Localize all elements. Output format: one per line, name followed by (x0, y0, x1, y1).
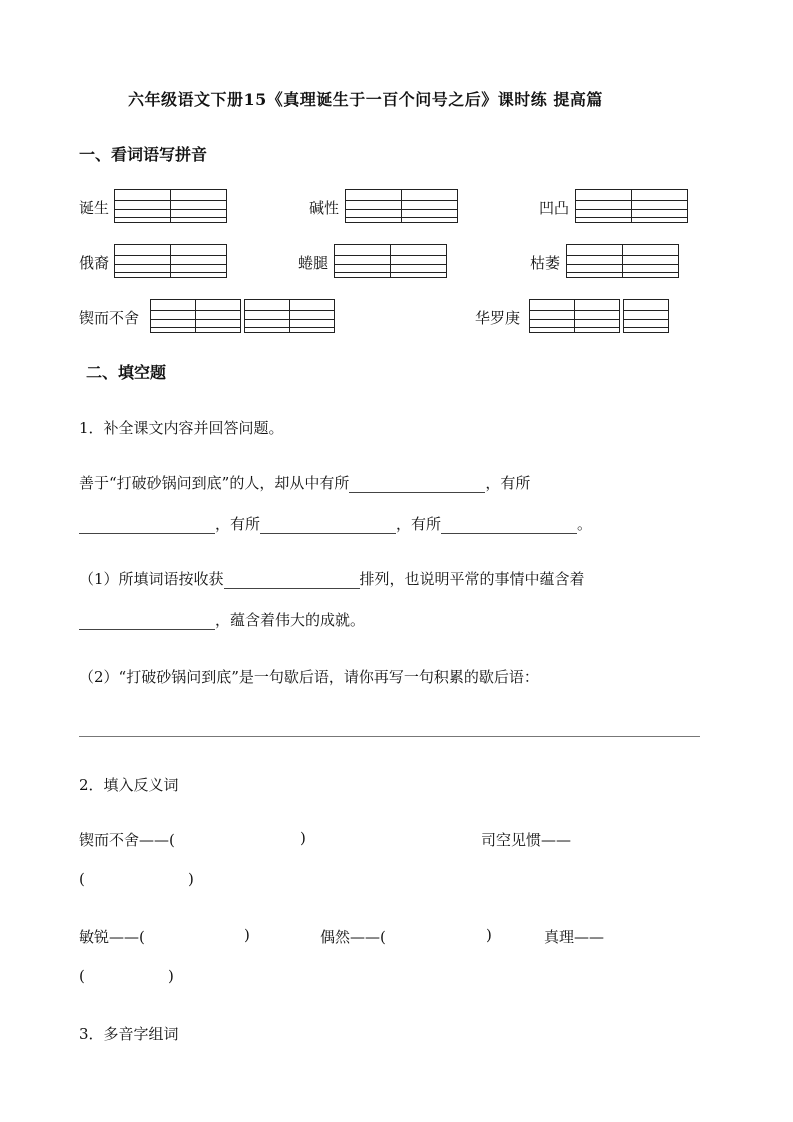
pinyin-cell[interactable] (622, 244, 679, 278)
pinyin-cell[interactable] (390, 244, 447, 278)
answer-blank[interactable] (349, 477, 485, 493)
antonym-item: 真理—— (544, 928, 605, 946)
pinyin-cell[interactable] (623, 299, 669, 333)
answer-blank[interactable] (79, 518, 215, 534)
pinyin-cell[interactable] (575, 189, 632, 223)
word-label: 锲而不舍 (79, 309, 140, 327)
section-1-heading: 一、看词语写拼音 (79, 145, 208, 164)
text: ，有所 (215, 515, 261, 533)
answer-line[interactable] (79, 736, 700, 737)
text: （1）所填词语按收获 (79, 570, 224, 588)
word-label: 蜷腿 (298, 254, 329, 272)
question-2-label: 2．填入反义词 (79, 776, 179, 794)
pinyin-cell[interactable] (195, 299, 241, 333)
word-label: 碱性 (309, 199, 340, 217)
pinyin-grid[interactable] (334, 244, 446, 278)
pinyin-grid[interactable] (114, 244, 226, 278)
paren-open: ( (79, 870, 85, 888)
pinyin-cell[interactable] (244, 299, 290, 333)
pinyin-cell[interactable] (566, 244, 623, 278)
pinyin-cell[interactable] (574, 299, 620, 333)
pinyin-grid[interactable] (114, 189, 226, 223)
text: ，蕴含着伟大的成就。 (215, 611, 366, 629)
paren-close: ) (486, 926, 492, 944)
pinyin-cell[interactable] (170, 189, 227, 223)
answer-blank[interactable] (260, 518, 396, 534)
text: 。 (577, 515, 593, 533)
question-1-line-1 (79, 472, 530, 493)
section-2-heading: 二、填空题 (86, 363, 167, 382)
answer-blank[interactable] (441, 518, 577, 534)
pinyin-cell[interactable] (529, 299, 575, 333)
text: ，有所 (485, 474, 531, 492)
pinyin-cell[interactable] (401, 189, 458, 223)
pinyin-grid[interactable] (150, 299, 334, 333)
question-1-line-2 (79, 513, 592, 534)
question-1-label: 1．补全课文内容并回答问题。 (79, 419, 284, 437)
pinyin-cell[interactable] (114, 189, 171, 223)
pinyin-cell[interactable] (289, 299, 335, 333)
text: ，有所 (396, 515, 442, 533)
pinyin-grid[interactable] (529, 299, 668, 333)
word-label: 凹凸 (539, 199, 570, 217)
pinyin-cell[interactable] (150, 299, 196, 333)
pinyin-grid[interactable] (566, 244, 678, 278)
question-1-sub-2: （2）“打破砂锅问到底”是一句歇后语，请你再写一句积累的歇后语： (79, 668, 539, 686)
answer-blank[interactable] (79, 614, 215, 630)
question-3-label: 3．多音字组词 (79, 1025, 179, 1043)
paren-close: ) (168, 967, 174, 985)
question-1-sub-1-cont (79, 609, 365, 630)
pinyin-cell[interactable] (114, 244, 171, 278)
paren-open: ( (79, 967, 85, 985)
paren-close: ) (188, 870, 194, 888)
pinyin-cell[interactable] (631, 189, 688, 223)
pinyin-cell[interactable] (170, 244, 227, 278)
word-label: 枯萎 (530, 254, 561, 272)
answer-blank[interactable] (224, 573, 360, 589)
pinyin-grid[interactable] (575, 189, 687, 223)
pinyin-cell[interactable] (345, 189, 402, 223)
antonym-item: 司空见惯—— (481, 831, 572, 849)
antonym-item: 偶然——( (320, 928, 386, 946)
paren-close: ) (244, 926, 250, 944)
word-label: 华罗庚 (475, 309, 521, 327)
paren-close: ) (300, 829, 306, 847)
text: 排列，也说明平常的事情中蕴含着 (359, 570, 585, 588)
antonym-item: 敏锐——( (79, 928, 145, 946)
text: 善于“打破砂锅问到底”的人，却从中有所 (79, 474, 350, 492)
page-title: 六年级语文下册15《真理诞生于一百个问号之后》课时练 提高篇 (128, 90, 603, 109)
question-1-sub-1 (79, 568, 585, 589)
word-label: 俄裔 (79, 254, 110, 272)
antonym-item: 锲而不舍——( (79, 831, 175, 849)
word-label: 诞生 (79, 199, 110, 217)
pinyin-cell[interactable] (334, 244, 391, 278)
pinyin-grid[interactable] (345, 189, 457, 223)
